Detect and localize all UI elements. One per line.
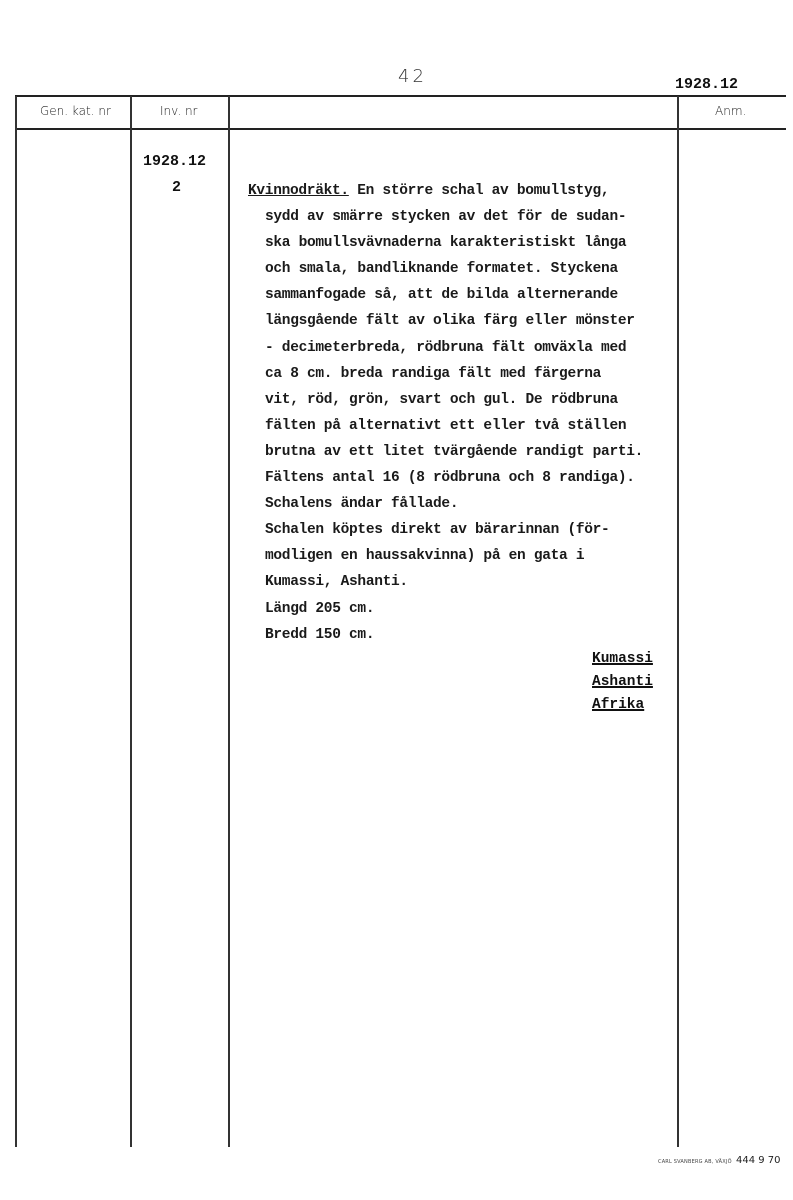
description-line: Schalen köptes direkt av bärarinnan (för-	[265, 522, 610, 539]
description-line: fälten på alternativt ett eller två ställen	[265, 417, 627, 434]
description-line: Kvinnodräkt. En större schal av bomullstyg,	[248, 183, 610, 199]
description-line: längsgående fält av olika färg eller mönster	[265, 313, 635, 330]
catalog-number: 1928.12	[675, 76, 739, 93]
description-line: ska bomullsvävnaderna karakteristiskt långa	[265, 235, 627, 252]
description-line: sammanfogade så, att de bilda alternerande	[265, 287, 618, 304]
description-line: Bredd 150 cm.	[265, 626, 375, 643]
place-city: Kumassi	[592, 651, 653, 667]
description-line: brutna av ett litet tvärgående randigt parti.	[265, 443, 644, 460]
printer-imprint: CARL SVANBERG AB, VÄXJÖ	[658, 1159, 732, 1165]
header-gen-kat-nr: Gen. kat. nr	[40, 104, 111, 118]
header-anm: Anm.	[715, 104, 747, 118]
description-line: - decimeterbreda, rödbruna fält omväxla med	[265, 339, 627, 356]
place-continent: Afrika	[592, 697, 645, 713]
description-line: Schalens ändar fållade.	[265, 496, 459, 513]
column-divider-gen-inv	[130, 96, 132, 1147]
description-line: modligen en haussakvinna) på en gata i	[265, 548, 585, 565]
place-tags	[592, 648, 653, 717]
inventory-year: 1928.12	[143, 153, 207, 170]
description-line: och smala, bandliknande formatet. Styckena	[265, 261, 618, 278]
description-line: Kumassi, Ashanti.	[265, 574, 408, 591]
column-divider-left	[15, 96, 17, 1147]
description-line: Fältens antal 16 (8 rödbruna och 8 randiga).	[265, 470, 635, 487]
place-region: Ashanti	[592, 674, 653, 690]
entry-title: Kvinnodräkt.	[248, 183, 349, 199]
description-line: sydd av smärre stycken av det för de sudan-	[265, 209, 627, 226]
column-divider-inv-desc	[228, 96, 230, 1147]
description-line: vit, röd, grön, svart och gul. De rödbruna	[265, 391, 618, 408]
form-code: 444 9 70	[736, 1155, 781, 1166]
header-inv-nr: Inv. nr	[160, 104, 198, 118]
description-line: ca 8 cm. breda randiga fält med färgerna	[265, 365, 602, 382]
page-number: 42	[398, 66, 427, 87]
entry-description	[248, 178, 680, 648]
description-line: Längd 205 cm.	[265, 600, 375, 617]
inventory-subnumber: 2	[172, 179, 182, 196]
